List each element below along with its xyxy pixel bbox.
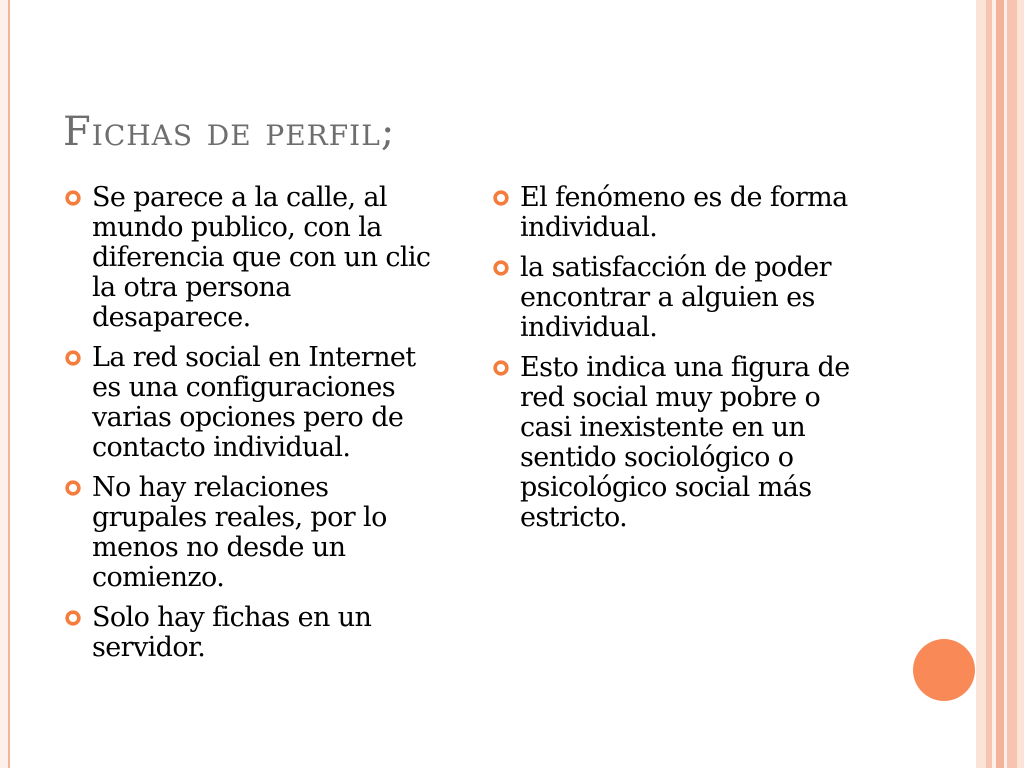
bullet-item — [64, 183, 434, 333]
hollow-circle-bullet-icon — [492, 259, 510, 277]
bullet-item — [492, 353, 872, 533]
band — [1007, 0, 1017, 768]
bullet-text: El fenómeno es de forma individual. — [520, 182, 848, 243]
band — [996, 0, 1004, 768]
band — [1017, 0, 1024, 768]
bullet-text: la satisfacción de poder encontrar a alguien es individual. — [520, 252, 831, 343]
left-bullet-list — [64, 183, 434, 663]
right-column — [492, 183, 872, 543]
hollow-circle-bullet-icon — [64, 609, 82, 627]
bullet-text: Se parece a la calle, al mundo publico, con la diferencia que con un clic la otra persona desaparece. — [92, 182, 431, 333]
bullet-text: Solo hay fichas en un servidor. — [92, 602, 372, 663]
bullet-item — [64, 603, 434, 663]
left-column — [64, 183, 434, 673]
right-bullet-list — [492, 183, 872, 533]
hollow-circle-bullet-icon — [64, 479, 82, 497]
bullet-text: La red social en Internet es una configuraciones varias opciones pero de contacto individual. — [92, 342, 416, 463]
hollow-circle-bullet-icon — [64, 189, 82, 207]
hollow-circle-bullet-icon — [64, 349, 82, 367]
bullet-text: Esto indica una figura de red social muy pobre o casi inexistente en un sentido sociológico o psicológico social más estricto. — [520, 352, 850, 533]
right-decorative-bands — [976, 0, 1024, 768]
hollow-circle-bullet-icon — [492, 359, 510, 377]
hollow-circle-bullet-icon — [492, 189, 510, 207]
bullet-item — [64, 343, 434, 463]
bullet-item — [64, 473, 434, 593]
bullet-item — [492, 183, 872, 243]
bullet-item — [492, 253, 872, 343]
bullet-text: No hay relaciones grupales reales, por lo menos no desde un comienzo. — [92, 472, 387, 593]
band — [976, 0, 986, 768]
slide-title: Fichas de perfil; — [63, 109, 396, 155]
orange-circle-button[interactable] — [913, 639, 975, 701]
